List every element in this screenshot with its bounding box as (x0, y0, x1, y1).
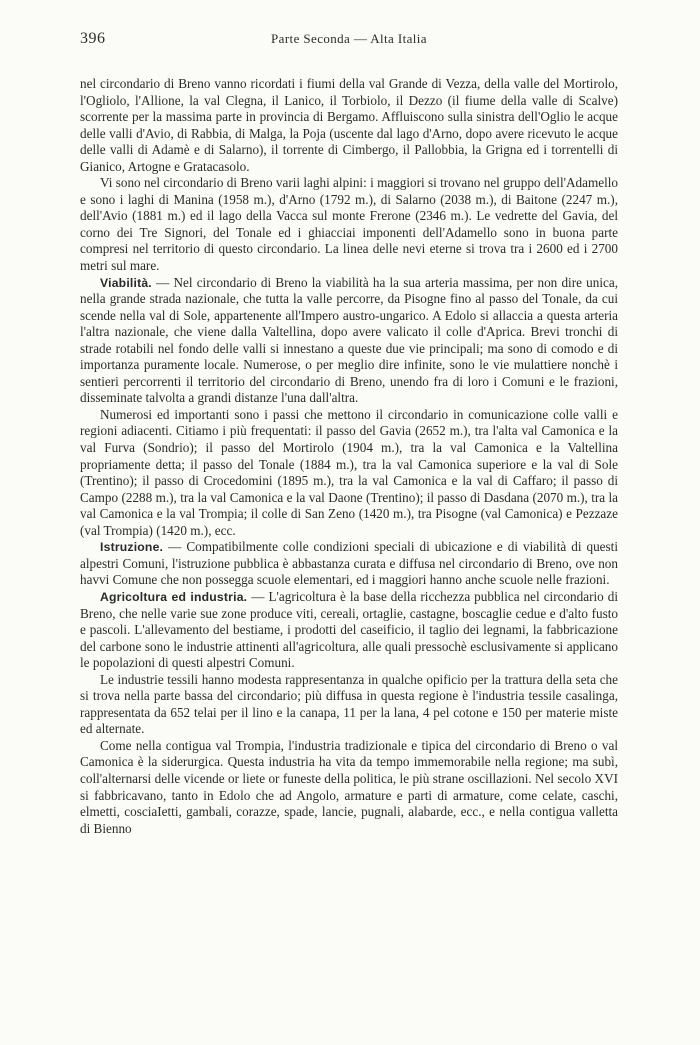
page-number: 396 (80, 30, 106, 47)
paragraph-text: Numerosi ed importanti sono i passi che mettono il circondario in comunicazione colle valli e regioni adiacenti. Citiamo i più frequentati: il passo del Gavia (2652 m.), tra l'alta val Camonica e la val Furva (Sondrio); il passo del Mortirolo (1904 m.), tra la val Camonica e la Valtellina propriamente detta; il passo del Tonale (1884 m.), tra la val Camonica superiore e la val di Sole (Trentino); il passo di Crocedomini (1895 m.), tra la val Camonica e la val di Caffaro; il passo di Campo (2288 m.), tra la val Camonica e la val Daone (Trentino); il passo di Dasdana (2070 m.), tra la val Camonica e la val Trompia; il colle di San Zeno (1420 m.), tra Pisogne (val Camonica) e Pezzaze (val Trompia) (1420 m.), ecc. (80, 406, 618, 538)
paragraph-text: Le industrie tessili hanno modesta rappresentanza in qualche opificio per la trattura della seta che si trova nella parte bassa del circondario; più diffusa in questa regione è l'industria tessile casalinga, rappresentata da 652 telai per il lino e la canapa, 11 per la lana, 4 pel cotone e 150 per materie miste ed alternate. (80, 671, 618, 737)
paragraph-text: — Compatibilmente colle condizioni speciali di ubicazione e di viabilità di questi alpestri Comuni, l'istruzione pubblica è abbastanza curata e diffusa nel circondario di Breno, ove non havvi Comune che non possegga scuole elementari, ed i maggiori hanno anche scuole nelle frazioni. (80, 539, 618, 588)
paragraph-siderurgica (80, 738, 618, 837)
paragraph-istruzione (80, 539, 618, 589)
section-title: Agricoltura ed industria. (100, 589, 248, 604)
paragraph-rivers (80, 76, 618, 175)
running-title: Parte Seconda — Alta Italia (271, 31, 427, 46)
section-title: Viabilità. (100, 275, 152, 290)
paragraph-lakes (80, 175, 618, 274)
paragraph-passes (80, 407, 618, 539)
paragraph-text: Come nella contigua val Trompia, l'industria tradizionale e tipica del circondario di Breno o val Camonica è la siderurgica. Questa industria ha vita da tempo immemorabile nella regione; ma subì, coll'alternarsi delle vicende or liete or funeste della politica, le più strane oscillazioni. Nel secolo XVI si fabbricavano, tanto in Edolo che ad Angolo, armature e parti di armature, come celate, caschi, elmetti, cosciaIetti, gambali, corazze, spade, lancie, pugnali, alabarde, ecc., e nella contigua valletta di Bienno (80, 737, 618, 836)
page-header (80, 30, 618, 54)
paragraph-text: — L'agricoltura è la base della ricchezza pubblica nel circondario di Breno, che nelle varie sue zone produce viti, cereali, ortaglie, castagne, boscaglie cedue e d'alto fusto e pascoli. L'allevamento del bestiame, i prodotti del caseificio, il taglio dei legnami, la fabbricazione del carbone sono le industrie attinenti all'agricoltura, alle quali pressochè esclusivamente si applicano le popolazioni di questi alpestri Comuni. (80, 588, 618, 671)
paragraph-agricoltura (80, 589, 618, 672)
section-title: Istruzione. (100, 540, 164, 555)
paragraph-text: nel circondario di Breno vanno ricordati i fiumi della val Grande di Vezza, della valle del Mortirolo, l'Ogliolo, l'Allione, la val Clegna, il Lanico, il Torbiolo, il Dezzo (il fiume della valle di Scalve) scorrente per la massima parte in provincia di Bergamo. Affluiscono sulla sinistra dell'Oglio le acque delle valli d'Avio, di Rabbia, di Malga, la Poja (uscente dal lago d'Arno, dopo avere ricevuto le acque delle valli di Adamè e di Salarno), il torrente di Cimbergo, il Pallobbia, la Grigna ed i torrentelli di Gianico, Artogne e Gratacasolo. (80, 76, 618, 174)
paragraph-viabilita (80, 275, 618, 407)
paragraph-tessili (80, 672, 618, 738)
paragraph-text: — Nel circondario di Breno la viabilità ha la sua arteria massima, per non dire unica, nella grande strada nazionale, che tutta la valle percorre, da Pisogne fino al passo del Tonale, da cui scende nella val di Sole, appartenente all'Impero austro-ungarico. A Edolo si allaccia a questa arteria l'altra nazionale, che viene dalla Valtellina, dopo avere valicato il colle d'Aprica. Brevi tronchi di strade rotabili nel fondo delle valli si innestano a queste due vie principali; ma sono di comodo e di importanza puramente locale. Numerose, o per meglio dire infinite, sono le vie mulattiere nonchè i sentieri percorrenti il territorio del circondario di Breno, unendo fra di loro i Comuni e le frazioni, disseminate talvolta a grandi distanze l'una dall'altra. (80, 274, 618, 406)
body-text (80, 76, 618, 837)
paragraph-text: Vi sono nel circondario di Breno varii laghi alpini: i maggiori si trovano nel gruppo dell'Adamello e sono i laghi di Manina (1958 m.), d'Arno (1792 m.), di Salarno (2038 m.), di Baitone (2247 m.), dell'Avio (1881 m.) ed il lago della Vacca sul monte Frerone (2346 m.). Le vedrette del Gavia, del corno dei Tre Signori, del Tonale ed i ghiacciai imponenti dell'Adamello sono in buona parte compresi nel territorio di questo circondario. La linea delle nevi eterne si trova tra i 2600 ed i 2700 metri sul mare. (80, 175, 618, 274)
